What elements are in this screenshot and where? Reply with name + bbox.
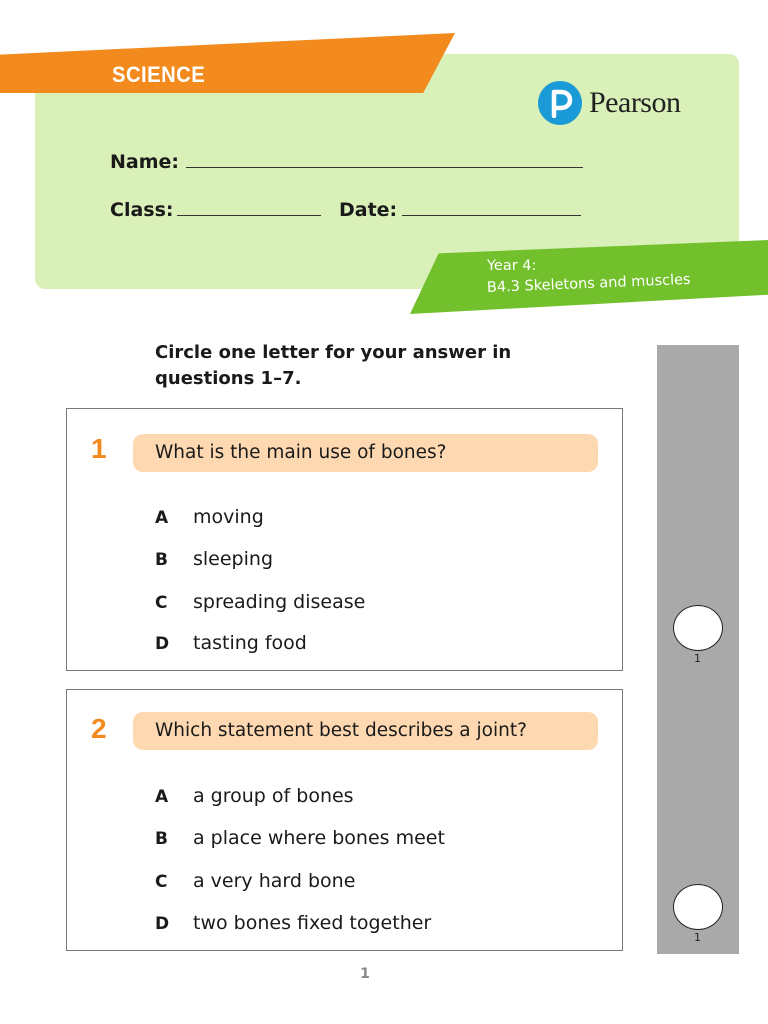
option-b[interactable] xyxy=(155,825,445,851)
class-label: Class: xyxy=(110,199,174,221)
year-label: Year 4: xyxy=(487,258,537,274)
name-label: Name: xyxy=(110,151,180,173)
question-box xyxy=(66,408,623,671)
question-box xyxy=(66,689,623,951)
option-letter: D xyxy=(155,634,170,654)
option-letter: B xyxy=(155,550,168,570)
answer-circle[interactable] xyxy=(673,884,723,930)
option-c[interactable] xyxy=(155,868,355,894)
instruction-before: Circle xyxy=(155,342,219,363)
instruction-emphasis: one xyxy=(218,342,256,363)
question-text: Which statement best describes a joint? xyxy=(133,712,598,750)
subject-title: SCIENCE xyxy=(112,62,206,87)
option-text: two bones fixed together xyxy=(193,912,432,934)
option-letter: B xyxy=(155,829,168,849)
option-text: a very hard bone xyxy=(193,870,356,892)
option-c[interactable] xyxy=(155,589,365,615)
option-text: spreading disease xyxy=(193,591,366,613)
option-d[interactable] xyxy=(155,630,307,656)
mark-count: 1 xyxy=(694,931,701,944)
date-label: Date: xyxy=(339,199,398,221)
option-text: a place where bones meet xyxy=(193,827,445,849)
option-a[interactable] xyxy=(155,783,354,809)
instruction xyxy=(155,340,535,392)
option-text: tasting food xyxy=(193,632,307,654)
question-number: 2 xyxy=(91,713,107,744)
question-number: 1 xyxy=(91,433,107,464)
option-d[interactable] xyxy=(155,910,431,936)
question-text: What is the main use of bones? xyxy=(133,434,598,472)
option-text: moving xyxy=(193,506,264,528)
option-letter: A xyxy=(155,787,169,807)
option-letter: D xyxy=(155,914,170,934)
class-field[interactable] xyxy=(177,215,321,216)
answer-circle[interactable] xyxy=(673,605,723,651)
unit-label: B4.3 Skeletons and muscles xyxy=(486,271,691,296)
option-a[interactable] xyxy=(155,504,264,530)
pearson-logo-icon xyxy=(538,81,582,125)
date-field[interactable] xyxy=(402,215,581,216)
pearson-logo xyxy=(538,80,680,126)
instruction-after: letter for your answer in questions 1–7. xyxy=(155,342,512,389)
option-text: a group of bones xyxy=(193,785,354,807)
option-letter: C xyxy=(155,593,168,613)
option-letter: C xyxy=(155,872,168,892)
brand-name: Pearson xyxy=(589,86,681,119)
name-field[interactable] xyxy=(186,167,583,168)
option-text: sleeping xyxy=(193,548,273,570)
mark-count: 1 xyxy=(694,652,701,665)
option-letter: A xyxy=(155,508,169,528)
option-b[interactable] xyxy=(155,546,273,572)
page-number: 1 xyxy=(360,966,370,982)
subject-banner xyxy=(0,33,455,93)
